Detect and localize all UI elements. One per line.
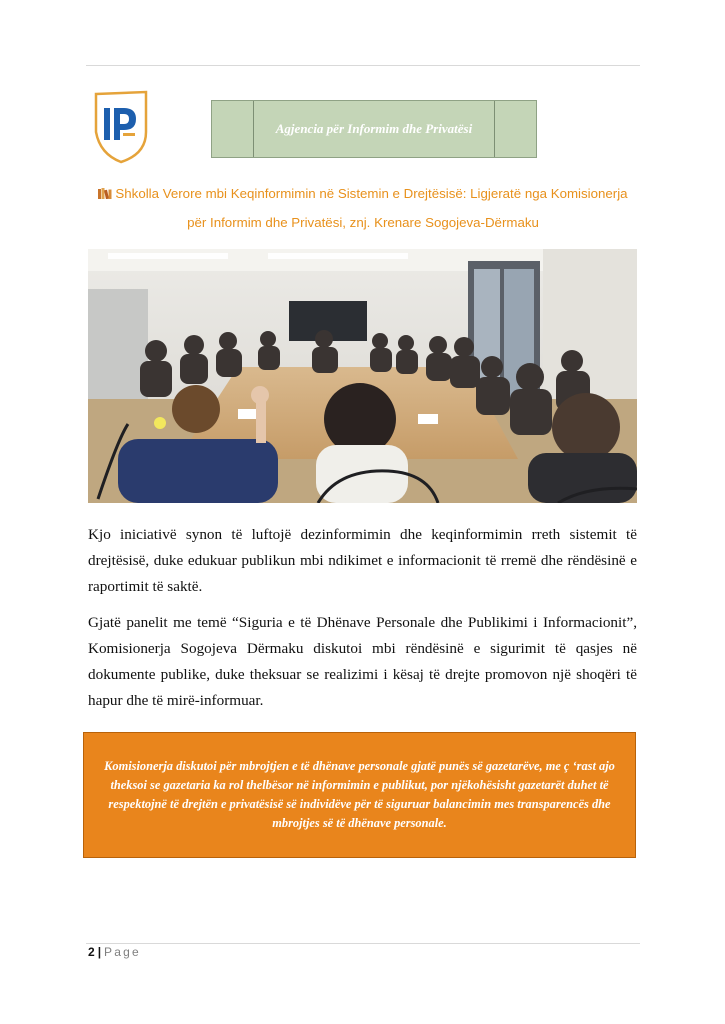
highlight-callout bbox=[83, 732, 636, 858]
agency-name: Agjencia për Informim dhe Privatësi bbox=[275, 121, 473, 136]
shield-logo-icon bbox=[92, 88, 150, 164]
page-number: 2 bbox=[88, 945, 95, 959]
headline-line-2: për Informim dhe Privatësi, znj. Krenare Sogojeva-Dërmaku bbox=[187, 215, 539, 230]
headline-line-1: Shkolla Verore mbi Keqinformimin në Sistemin e Drejtësisë: Ligjeratë nga Komisionerja bbox=[115, 186, 628, 201]
article-headline bbox=[86, 180, 640, 237]
agency-name-box bbox=[211, 100, 537, 158]
ip-logo bbox=[92, 88, 150, 164]
page-footer bbox=[88, 945, 141, 959]
footer-separator: | bbox=[97, 945, 102, 959]
header-rule bbox=[86, 65, 640, 66]
books-icon bbox=[98, 181, 112, 209]
page-label: Page bbox=[104, 945, 141, 959]
paragraph-panel: Gjatë panelit me temë “Siguria e të Dhënave Personale dhe Publikimi i Informacionit”, Komisionerja Sogojeva Dërmaku diskutoi mbi rëndësinë e sigurimit të qasjes në dokumente publike, duke theksuar se realizimi i kësaj të drejte promovon një shoqëri të hapur dhe të mirë-informuar. bbox=[88, 614, 637, 709]
callout-text: Komisionerja diskutoi për mbrojtjen e të dhënave personale gjatë punës së gazetarëve, me ç ‘rast ajo theksoi se gazetaria ka rol thelbësor në informimin e publikut, por njëkohësisht gazetarët duhet të respektojnë të drejtën e privatësisë së individëve për të siguruar balancimin mes transparencës dhe mbrojtjes së të dhënave personale. bbox=[104, 759, 615, 830]
footer-rule bbox=[86, 943, 640, 944]
paragraph-initiative: Kjo iniciativë synon të luftojë dezinformimin dhe keqinformimin rreth sistemit të drejtësisë, duke edukuar publikun mbi ndikimet e informacionit të rremë dhe rëndësinë e raportimit të saktë. bbox=[88, 526, 637, 595]
event-photo bbox=[88, 249, 637, 503]
